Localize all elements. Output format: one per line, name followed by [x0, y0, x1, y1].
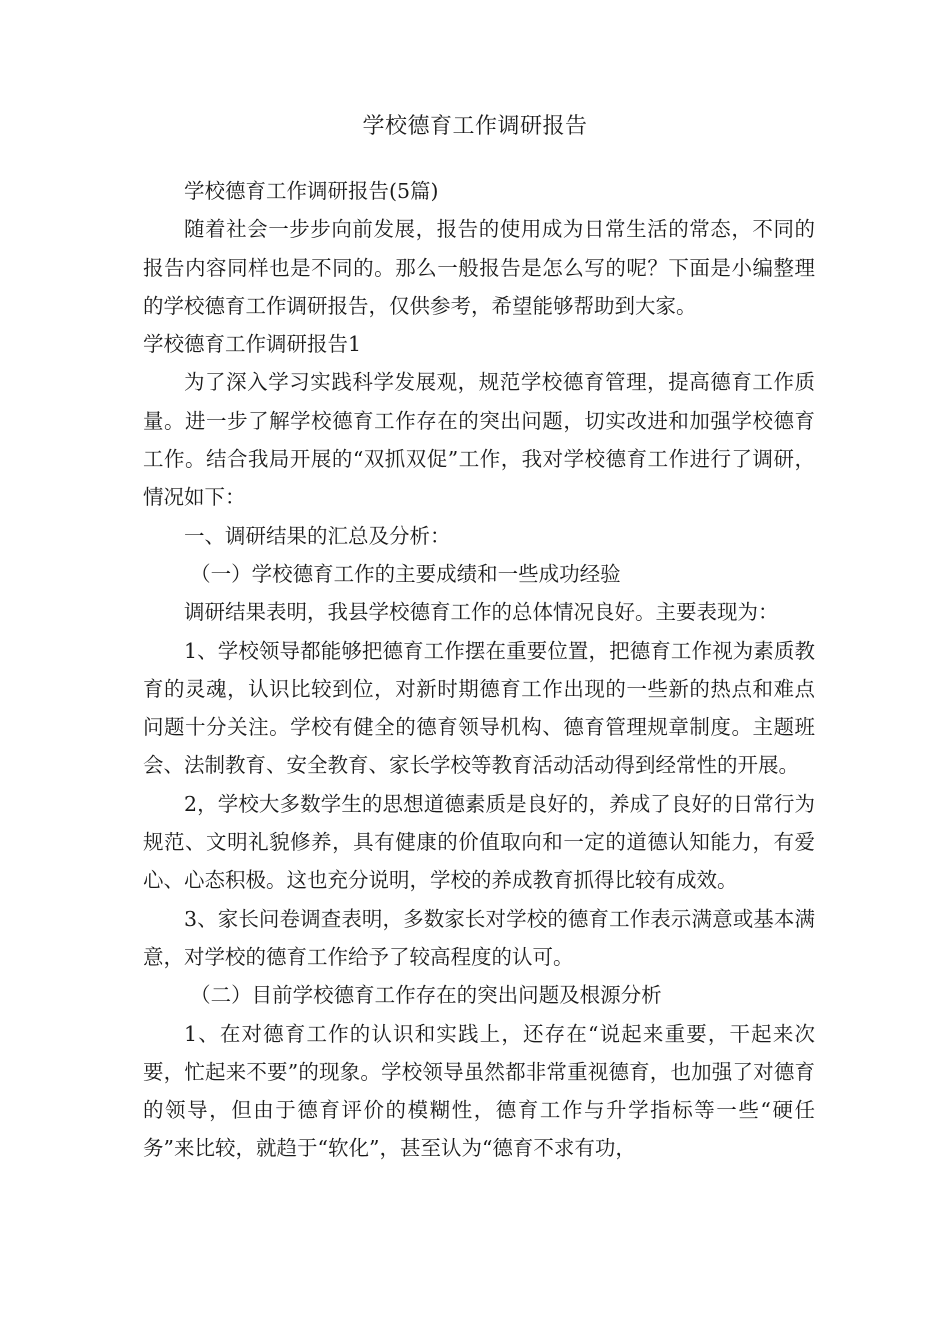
section-heading-1: 一、调研结果的汇总及分析：	[184, 523, 451, 548]
paragraph-problem-1: 1、在对德育工作的认识和实践上，还存在“说起来重要，干起来次要，忙起来不要”的现象。学校领导虽然都非常重视德育，也加强了对德育的领导，但由于德育评价的模糊性，德育工作与升学指标等一些“硬任务”来比较，就趋于“软化”，甚至认为“德育不求有功，	[143, 1021, 815, 1161]
paragraph-intro: 随着社会一步步向前发展，报告的使用成为日常生活的常态，不同的报告内容同样也是不同的。那么一般报告是怎么写的呢？下面是小编整理的学校德育工作调研报告，仅供参考，希望能够帮助到大家。	[143, 217, 815, 318]
paragraph-point-3: 3、家长问卷调查表明，多数家长对学校的德育工作表示满意或基本满意，对学校的德育工作给予了较高程度的认可。	[143, 906, 815, 969]
paragraph-purpose: 为了深入学习实践科学发展观，规范学校德育管理，提高德育工作质量。进一步了解学校德育工作存在的突出问题，切实改进和加强学校德育工作。结合我局开展的“双抓双促”工作，我对学校德育工作进行了调研，情况如下：	[143, 370, 815, 510]
paragraph-point-1: 1、学校领导都能够把德育工作摆在重要位置，把德育工作视为素质教育的灵魂，认识比较到位，对新时期德育工作出现的一些新的热点和难点问题十分关注。学校有健全的德育领导机构、德育管理规章制度。主题班会、法制教育、安全教育、家长学校等教育活动活动得到经常性的开展。	[143, 638, 815, 778]
paragraph-point-2: 2，学校大多数学生的思想道德素质是良好的，养成了良好的日常行为规范、文明礼貌修养，具有健康的价值取向和一定的道德认知能力，有爱心、心态积极。这也充分说明，学校的养成教育抓得比较有成效。	[143, 791, 815, 893]
subsection-heading-2: （二）目前学校德育工作存在的突出问题及根源分析	[190, 983, 662, 1008]
document-title: 学校德育工作调研报告	[362, 114, 588, 139]
paragraph-report-heading: 学校德育工作调研报告1	[143, 332, 362, 357]
document-body	[143, 172, 815, 1168]
subsection-heading-1: （一）学校德育工作的主要成绩和一些成功经验	[190, 561, 621, 586]
paragraph-subtitle: 学校德育工作调研报告(5篇)	[184, 179, 439, 203]
paragraph-summary: 调研结果表明，我县学校德育工作的总体情况良好。主要表现为：	[184, 600, 779, 625]
